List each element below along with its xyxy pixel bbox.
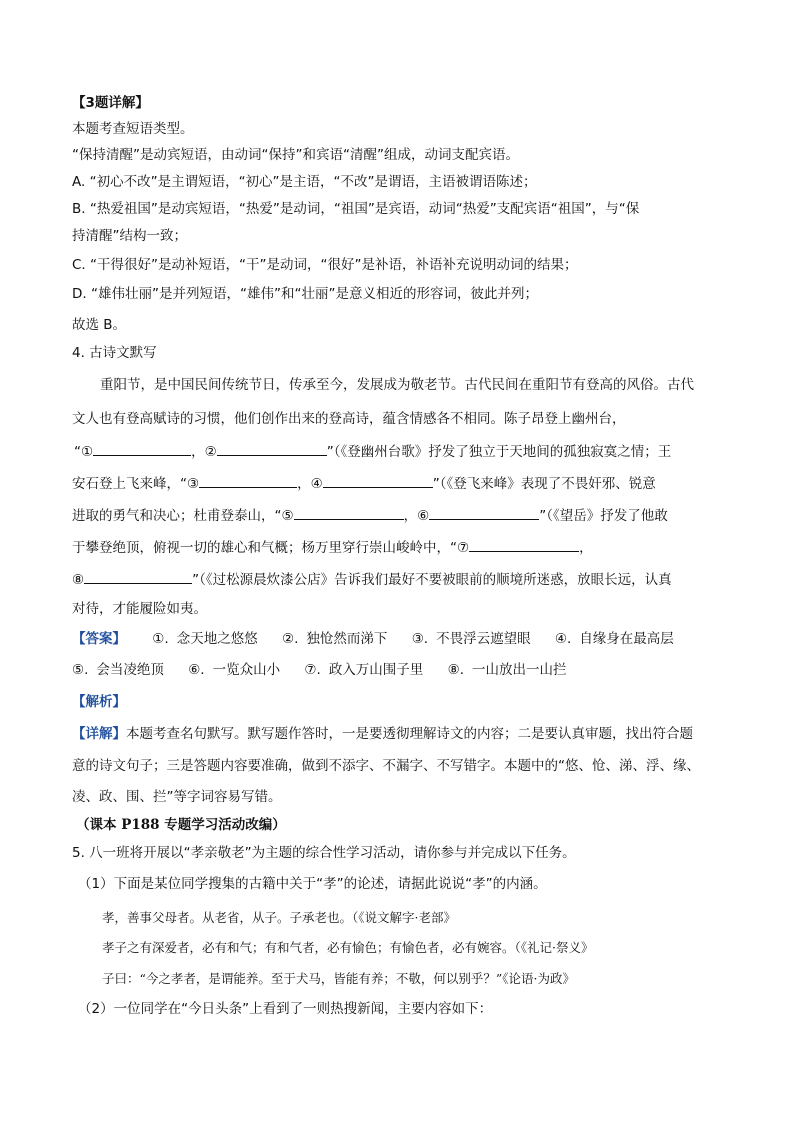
analysis-label: 【解析】 — [72, 694, 126, 710]
answer-8: ⑧. 一山放出一山拦 — [447, 662, 567, 678]
classic-quote-2: 孝子之有深爱者，必有和气；有和气者，必有愉色；有愉色者，必有婉容。（《礼记·祭义》 — [102, 940, 594, 955]
detail-label: 【详解】 — [72, 726, 126, 742]
answer-5: ⑤. 会当凌绝顶 — [72, 662, 164, 678]
q4-para-line4: 安石登上飞来峰，“③ ，④ ”（《登飞来峰》表现了不畏奸邪、锐意 — [72, 476, 656, 492]
q4-para-line3: “① ，② ”（《登幽州台歌》抒发了独立于天地间的孤独寂寞之情；王 — [74, 444, 672, 460]
classic-quote-1: 孝，善事父母者。从老省，从子。子承老也。（《说文解字·老部》 — [102, 910, 456, 925]
q4-answers-row2 — [72, 661, 587, 679]
blank-8[interactable] — [84, 570, 192, 584]
answer-3: ③. 不畏浮云遮望眼 — [411, 631, 531, 647]
q3-intro: 本题考查短语类型。 — [72, 121, 194, 137]
q4-title: 4. 古诗文默写 — [72, 345, 157, 361]
q4-para-line1: 重阳节，是中国民间传统节日，传承至今，发展成为敬老节。古代民间在重阳节有登高的风俗。古代 — [100, 377, 694, 393]
q4-para-line8: 对待，才能履险如夷。 — [72, 601, 207, 617]
q3-option-b-line2: 持清醒”结构一致； — [72, 228, 187, 244]
answer-2: ②. 独怆然而涕下 — [282, 631, 388, 647]
blank-4[interactable] — [323, 474, 433, 488]
answer-4: ④. 自缘身在最高层 — [554, 631, 674, 647]
q3-option-a: A. “初心不改”是主谓短语，“初心”是主语，“不改”是谓语，主语被谓语陈述； — [72, 174, 537, 190]
blank-1-label: “① — [74, 444, 94, 460]
answer-1: ①. 念天地之悠悠 — [152, 631, 258, 647]
q3-header: 【3题详解】 — [72, 95, 149, 111]
q3-option-d: D. “雄伟壮丽”是并列短语，“雄伟”和“壮丽”是意义相近的形容词，彼此并列； — [72, 286, 538, 302]
blank-3[interactable] — [199, 474, 297, 488]
detail-line1: 【详解】本题考查名句默写。默写题作答时，一是要透彻理解诗文的内容；二是要认真审题，找出符合题 — [72, 726, 693, 742]
detail-line3: 凌、政、围、拦”等字词容易写错。 — [72, 789, 282, 805]
blank-2-label: ，② — [191, 444, 217, 460]
q5-title: 5. 八一班将开展以“孝亲敬老”为主题的综合性学习活动，请你参与并完成以下任务。 — [72, 845, 576, 861]
q3-conclusion: 故选 B。 — [72, 317, 127, 333]
blank-7[interactable] — [469, 538, 579, 552]
answer-7: ⑦. 政入万山围子里 — [304, 662, 424, 678]
q4-para-line7: ⑧ ”（《过松源晨炊漆公店》告诉我们最好不要被眼前的顺境所迷惑，放眼长远，认真 — [72, 572, 672, 588]
q5-sub1: （1）下面是某位同学搜集的古籍中关于“孝”的论述，请据此说说“孝”的内涵。 — [78, 876, 547, 892]
detail-line2: 意的诗文句子；三是答题内容要准确，做到不添字、不漏字、不写错字。本题中的“悠、怆、涕、浮、缘、 — [72, 758, 700, 774]
answer-6: ⑥. 一览众山小 — [188, 662, 281, 678]
q4-para-line6: 于攀登绝顶，俯视一切的雄心和气概；杨万里穿行崇山峻岭中，“⑦ ， — [72, 540, 593, 556]
blank-6[interactable] — [429, 506, 539, 520]
q5-section-heading: （课本 P188 专题学习活动改编） — [76, 817, 286, 833]
q3-line1: “保持清醒”是动宾短语，由动词“保持”和宾语“清醒”组成，动词支配宾语。 — [72, 147, 519, 163]
q4-answers-row1 — [72, 630, 694, 648]
q4-para-line5: 进取的勇气和决心；杜甫登泰山，“⑤ ，⑥ ”（《望岳》抒发了他敢 — [72, 508, 668, 524]
classic-quote-3: 子曰：“今之孝者，是谓能养。至于犬马，皆能有养；不敬，何以别乎？”《论语·为政》 — [102, 971, 576, 986]
blank-1[interactable] — [93, 442, 191, 456]
blank-5[interactable] — [294, 506, 404, 520]
q5-sub2: （2）一位同学在“今日头条”上看到了一则热搜新闻，主要内容如下： — [78, 1001, 493, 1017]
q3-option-b-line1: B. “热爱祖国”是动宾短语，“热爱”是动词，“祖国”是宾语，动词“热爱”支配宾语“祖国”，与“保 — [72, 201, 640, 217]
answer-label: 【答案】 — [72, 631, 126, 647]
q3-option-c: C. “干得很好”是动补短语，“干”是动词，“很好”是补语，补语补充说明动词的结果； — [72, 257, 578, 273]
blank-2[interactable] — [217, 442, 327, 456]
q4-para-line2: 文人也有登高赋诗的习惯，他们创作出来的登高诗，蕴含情感各不相同。陈子昂登上幽州台， — [72, 411, 626, 427]
